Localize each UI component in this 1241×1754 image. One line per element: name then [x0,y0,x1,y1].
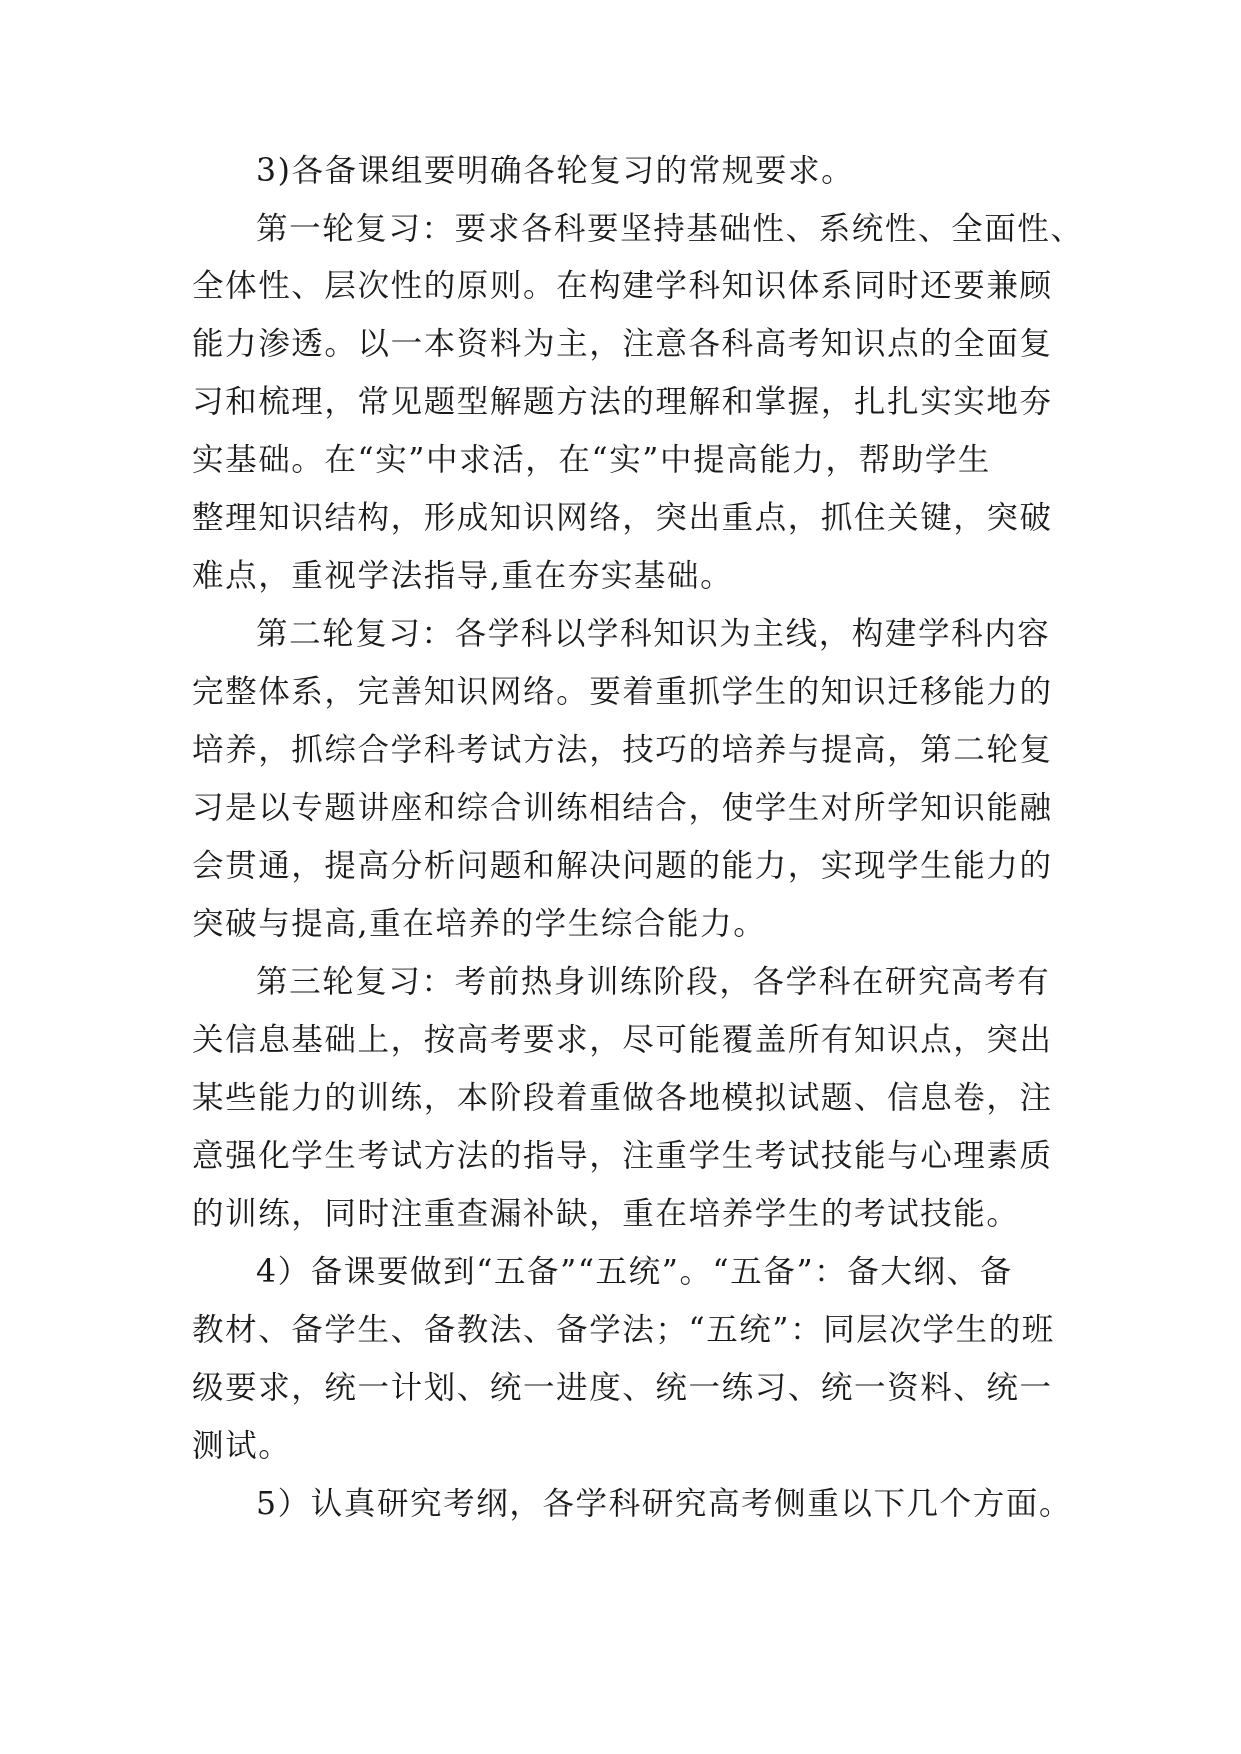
text-line: 能力渗透。以一本资料为主，注意各科高考知识点的全面复 [192,326,1053,362]
text-line: 习是以专题讲座和综合训练相结合，使学生对所学知识能融 [192,790,1053,826]
text-line: 会贯通，提高分析问题和解决问题的能力，实现学生能力的 [192,848,1053,884]
text-line: 意强化学生考试方法的指导，注重学生考试技能与心理素质 [192,1138,1053,1174]
text-line: 4）备课要做到“五备”“五统”。“五备”：备大纲、备 [256,1254,1013,1290]
text-line: 习和梳理，常见题型解题方法的理解和掌握，扎扎实实地夯 [192,384,1053,420]
text-line: 3)各备课组要明确各轮复习的常规要求。 [256,153,855,189]
text-line: 级要求，统一计划、统一进度、统一练习、统一资料、统一 [192,1370,1053,1406]
text-line: 某些能力的训练，本阶段着重做各地模拟试题、信息卷，注 [192,1080,1053,1116]
text-line: 整理知识结构，形成知识网络，突出重点，抓住关键，突破 [192,500,1053,536]
text-line: 的训练，同时注重查漏补缺，重在培养学生的考试技能。 [192,1196,1020,1232]
text-line: 培养，抓综合学科考试方法，技巧的培养与提高，第二轮复 [192,732,1053,768]
text-line: 完整体系，完善知识网络。要着重抓学生的知识迁移能力的 [192,674,1053,710]
text-line: 教材、备学生、备教法、备学法；“五统”：同层次学生的班 [192,1312,1055,1348]
text-line: 测试。 [192,1428,292,1464]
text-line: 第二轮复习：各学科以学科知识为主线，构建学科内容 [256,616,1051,652]
text-line: 5）认真研究考纲，各学科研究高考侧重以下几个方面。 [256,1486,1073,1522]
text-line: 实基础。在“实”中求活，在“实”中提高能力，帮助学生 [192,442,992,478]
text-line: 全体性、层次性的原则。在构建学科知识体系同时还要兼顾 [192,268,1053,304]
text-line: 第一轮复习：要求各科要坚持基础性、系统性、全面性、 [256,211,1084,247]
text-line: 第三轮复习：考前热身训练阶段，各学科在研究高考有 [256,964,1051,1000]
text-line: 突破与提高,重在培养的学生综合能力。 [192,906,767,942]
text-line: 关信息基础上，按高考要求，尽可能覆盖所有知识点，突出 [192,1022,1053,1058]
text-line: 难点，重视学法指导,重在夯实基础。 [192,558,734,594]
